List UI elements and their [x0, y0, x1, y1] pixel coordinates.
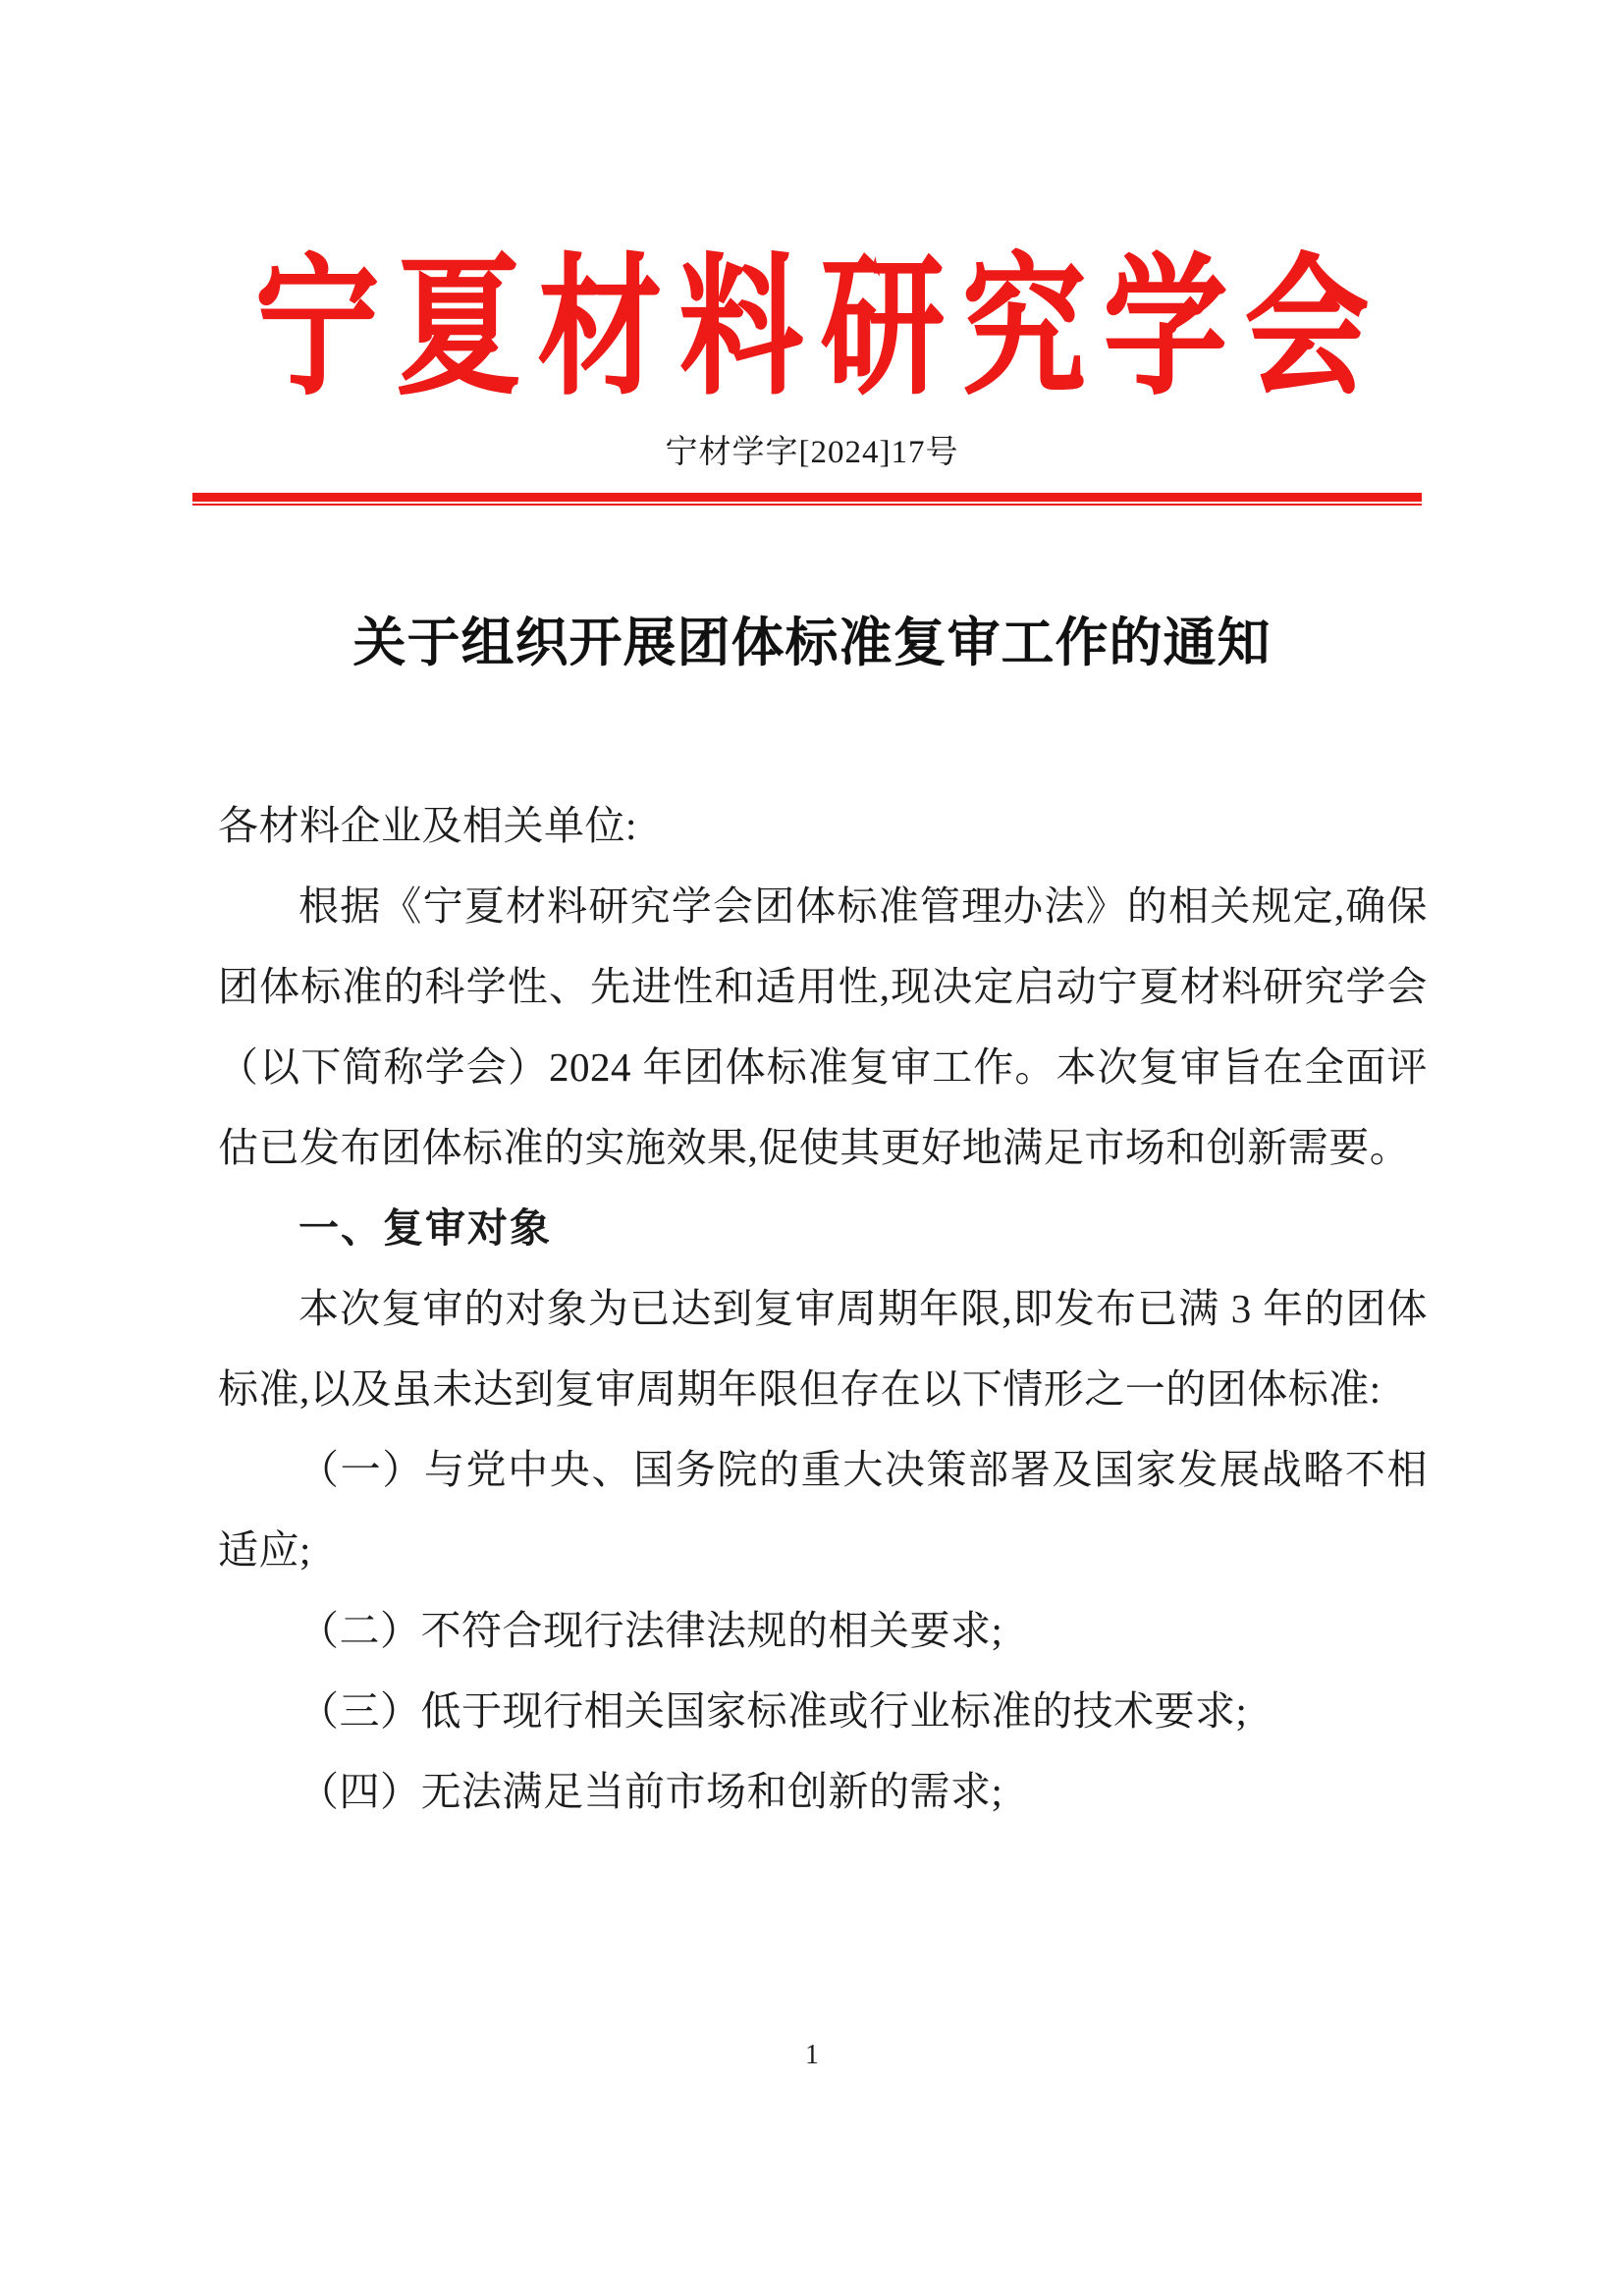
- section-1-item-3: （三）低于现行相关国家标准或行业标准的技术要求;: [298, 1688, 1248, 1734]
- red-divider-rule: [192, 493, 1422, 506]
- letterhead: [0, 246, 1624, 413]
- salutation: 各材料企业及相关单位:: [218, 803, 637, 848]
- section-1-intro-paragraph: 本次复审的对象为已达到复审周期年限,即发布已满 3 年的团体标准,以及虽未达到复审周期年限但存在以下情形之一的团体标准:: [218, 1286, 1428, 1412]
- intro-paragraph: 根据《宁夏材料研究学会团体标准管理办法》的相关规定,确保团体标准的科学性、先进性和适用性,现决定启动宁夏材料研究学会（以下简称学会）2024 年团体标准复审工作。本次复审旨在全面评估已发布团体标准的实施效果,促使其更好地满足市场和创新需要。: [218, 883, 1428, 1170]
- section-heading-review-scope: 一、复审对象: [298, 1205, 552, 1251]
- document-title: 关于组织开展团体标准复审工作的通知: [352, 614, 1272, 672]
- section-1-item-4: （四）无法满足当前市场和创新的需求;: [298, 1769, 1003, 1814]
- section-1-item-1: （一）与党中央、国务院的重大决策部署及国家发展战略不相适应;: [218, 1447, 1428, 1573]
- red-divider-thin-bar: [192, 504, 1422, 506]
- document-body: [218, 785, 1428, 1832]
- document-number: 宁材学字[2024]17号: [665, 435, 959, 470]
- organization-name: 宁夏材料研究学会: [255, 246, 1386, 413]
- section-1-item-2: （二）不符合现行法律法规的相关要求;: [298, 1608, 1003, 1653]
- page-number: 1: [805, 2040, 819, 2070]
- red-divider-thick-bar: [192, 493, 1422, 502]
